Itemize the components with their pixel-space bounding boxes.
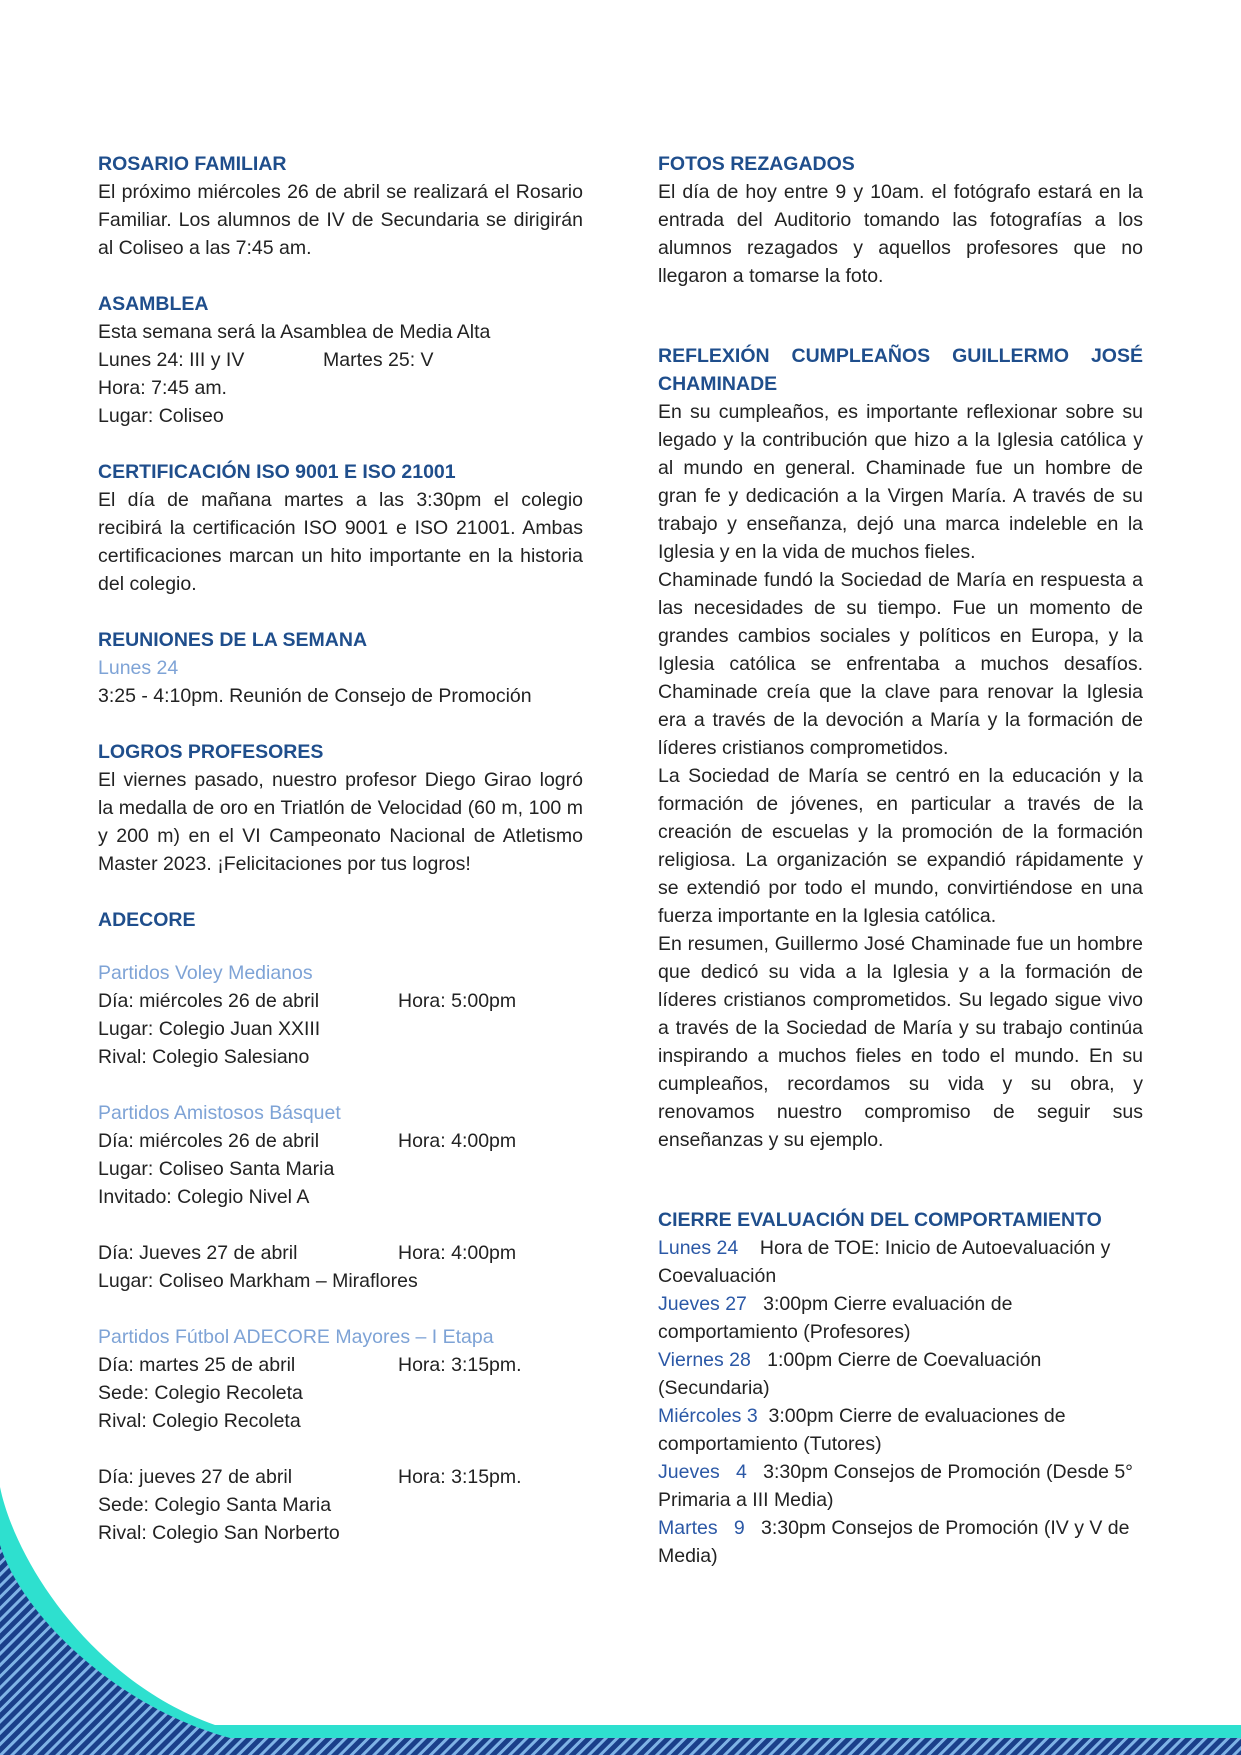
futbol-date-row-1	[98, 1351, 583, 1379]
adecore-title: ADECORE	[98, 909, 196, 931]
basquet-hora2: Hora: 4:00pm	[398, 1242, 517, 1264]
futbol-sede1: Sede: Colegio Recoleta	[98, 1382, 303, 1404]
asamblea-hora: Hora: 7:45 am.	[98, 377, 227, 399]
iso-section	[98, 458, 583, 598]
cierre-item	[658, 1514, 1143, 1570]
cierre-item-text: 3:30pm Consejos de Promoción (IV y V de Media)	[658, 1517, 1130, 1567]
reflexion-p2: Chaminade fundó la Sociedad de María en respuesta a las necesidades de su tiempo. Fue un momento de grandes cambios sociales y políticos en Europa, y la Iglesia católica se enfrentaba a muchos desafíos. Chaminade creía que la clave para renovar la Iglesia era a través de la devoción a María y la formación de líderes cristianos comprometidos.	[658, 569, 1143, 759]
cierre-section	[658, 1206, 1143, 1570]
cierre-item-day: Lunes 24	[658, 1237, 739, 1259]
cierre-item	[658, 1290, 1143, 1346]
basquet-date-row-1	[98, 1127, 583, 1155]
iso-title: CERTIFICACIÓN ISO 9001 E ISO 21001	[98, 461, 456, 483]
cierre-item	[658, 1458, 1143, 1514]
futbol-rival2: Rival: Colegio San Norberto	[98, 1522, 340, 1544]
basquet-date-row-2	[98, 1239, 583, 1267]
cierre-title: CIERRE EVALUACIÓN DEL COMPORTAMIENTO	[658, 1209, 1102, 1231]
fotos-section	[658, 150, 1143, 290]
futbol-sede2: Sede: Colegio Santa Maria	[98, 1494, 332, 1516]
cierre-item	[658, 1234, 1143, 1290]
futbol-hora2: Hora: 3:15pm.	[398, 1466, 522, 1488]
cierre-item-day: Martes 9	[658, 1517, 745, 1539]
logros-section	[98, 738, 583, 878]
asamblea-lugar: Lugar: Coliseo	[98, 405, 224, 427]
logros-text: El viernes pasado, nuestro profesor Diego Girao logró la medalla de oro en Triatlón de Velocidad (60 m, 100 m y 200 m) en el VI Campeonato Nacional de Atletismo Master 2023. ¡Felicitaciones por tus logros!	[98, 769, 583, 875]
voley-subtitle: Partidos Voley Medianos	[98, 962, 313, 984]
reflexion-p1: En su cumpleaños, es importante reflexionar sobre su legado y la contribución que hizo a la Iglesia católica y al mundo en general. Chaminade fue un hombre de gran fe y dedicación a la Virgen María. A través de su trabajo y enseñanza, dejó una marca indeleble en la Iglesia y en la vida de muchos fieles.	[658, 401, 1143, 563]
cierre-item-day: Miércoles 3	[658, 1405, 758, 1427]
right-column	[658, 150, 1143, 1570]
cierre-item-day: Viernes 28	[658, 1349, 751, 1371]
logros-title: LOGROS PROFESORES	[98, 741, 324, 763]
cierre-item-text: 3:00pm Cierre de evaluaciones de comportamiento (Tutores)	[658, 1405, 1066, 1455]
reflexion-title: REFLEXIÓN CUMPLEAÑOS GUILLERMO JOSÉ CHAMINADE	[658, 345, 1143, 395]
reflexion-p3: La Sociedad de María se centró en la educación y la formación de jóvenes, en particular a través de la creación de escuelas y la promoción de la formación religiosa. La organización se expandió rápidamente y se extendió por todo el mundo, convirtiéndose en una fuerza importante en la Iglesia católica.	[658, 765, 1143, 927]
basquet-dia2: Día: Jueves 27 de abril	[98, 1242, 298, 1264]
cierre-item-day: Jueves 4	[658, 1461, 747, 1483]
asamblea-days	[98, 346, 583, 374]
voley-date-row	[98, 987, 583, 1015]
futbol-subtitle: Partidos Fútbol ADECORE Mayores – I Etapa	[98, 1326, 494, 1348]
cierre-item	[658, 1402, 1143, 1458]
reflexion-section	[658, 342, 1143, 1154]
asamblea-lunes: Lunes 24: III y IV	[98, 349, 245, 371]
reuniones-section	[98, 626, 583, 710]
rosario-section	[98, 150, 583, 262]
voley-dia: Día: miércoles 26 de abril	[98, 990, 320, 1012]
asamblea-line1: Esta semana será la Asamblea de Media Alta	[98, 321, 491, 343]
asamblea-martes: Martes 25: V	[323, 349, 434, 371]
cierre-item-day: Jueves 27	[658, 1293, 747, 1315]
reuniones-title: REUNIONES DE LA SEMANA	[98, 629, 368, 651]
asamblea-section	[98, 290, 583, 430]
voley-hora: Hora: 5:00pm	[398, 990, 517, 1012]
basquet-dia1: Día: miércoles 26 de abril	[98, 1130, 320, 1152]
reflexion-p4: En resumen, Guillermo José Chaminade fue un hombre que dedicó su vida a la Iglesia y a la formación de líderes cristianos comprometidos. Su legado sigue vivo a través de la Sociedad de María y su trabajo continúa inspirando a muchos fieles en todo el mundo. En su cumpleaños, recordamos su vida y su obra, y renovamos nuestro compromiso de seguir sus enseñanzas y su ejemplo.	[658, 933, 1143, 1151]
left-column	[98, 150, 583, 1575]
asamblea-title: ASAMBLEA	[98, 293, 209, 315]
fotos-text: El día de hoy entre 9 y 10am. el fotógrafo estará en la entrada del Auditorio tomando las fotografías a los alumnos rezagados y aquellos profesores que no llegaron a tomarse la foto.	[658, 181, 1143, 287]
futbol-dia1: Día: martes 25 de abril	[98, 1354, 296, 1376]
cierre-item-text: 3:00pm Cierre evaluación de comportamiento (Profesores)	[658, 1293, 1013, 1343]
adecore-section	[98, 906, 583, 1547]
cierre-item-text: Hora de TOE: Inicio de Autoevaluación y Coevaluación	[658, 1237, 1111, 1287]
reuniones-day: Lunes 24	[98, 657, 179, 679]
reuniones-item: 3:25 - 4:10pm. Reunión de Consejo de Promoción	[98, 685, 532, 707]
basquet-hora1: Hora: 4:00pm	[398, 1130, 517, 1152]
cierre-item	[658, 1346, 1143, 1402]
basquet-invitado1: Invitado: Colegio Nivel A	[98, 1186, 310, 1208]
basquet-lugar1: Lugar: Coliseo Santa Maria	[98, 1158, 335, 1180]
cierre-item-text: 1:00pm Cierre de Coevaluación (Secundaria)	[658, 1349, 1042, 1399]
cierre-item-text: 3:30pm Consejos de Promoción (Desde 5° Primaria a III Media)	[658, 1461, 1133, 1511]
basquet-lugar2: Lugar: Coliseo Markham – Miraflores	[98, 1270, 418, 1292]
futbol-rival1: Rival: Colegio Recoleta	[98, 1410, 301, 1432]
voley-rival: Rival: Colegio Salesiano	[98, 1046, 310, 1068]
iso-text: El día de mañana martes a las 3:30pm el colegio recibirá la certificación ISO 9001 e ISO 21001. Ambas certificaciones marcan un hito importante en la historia del colegio.	[98, 489, 583, 595]
futbol-dia2: Día: jueves 27 de abril	[98, 1466, 293, 1488]
rosario-text: El próximo miércoles 26 de abril se realizará el Rosario Familiar. Los alumnos de IV de Secundaria se dirigirán al Coliseo a las 7:45 am.	[98, 181, 583, 259]
voley-lugar: Lugar: Colegio Juan XXIII	[98, 1018, 321, 1040]
fotos-title: FOTOS REZAGADOS	[658, 153, 855, 175]
basquet-subtitle: Partidos Amistosos Básquet	[98, 1102, 341, 1124]
rosario-title: ROSARIO FAMILIAR	[98, 153, 287, 175]
futbol-date-row-2	[98, 1463, 583, 1491]
futbol-hora1: Hora: 3:15pm.	[398, 1354, 522, 1376]
